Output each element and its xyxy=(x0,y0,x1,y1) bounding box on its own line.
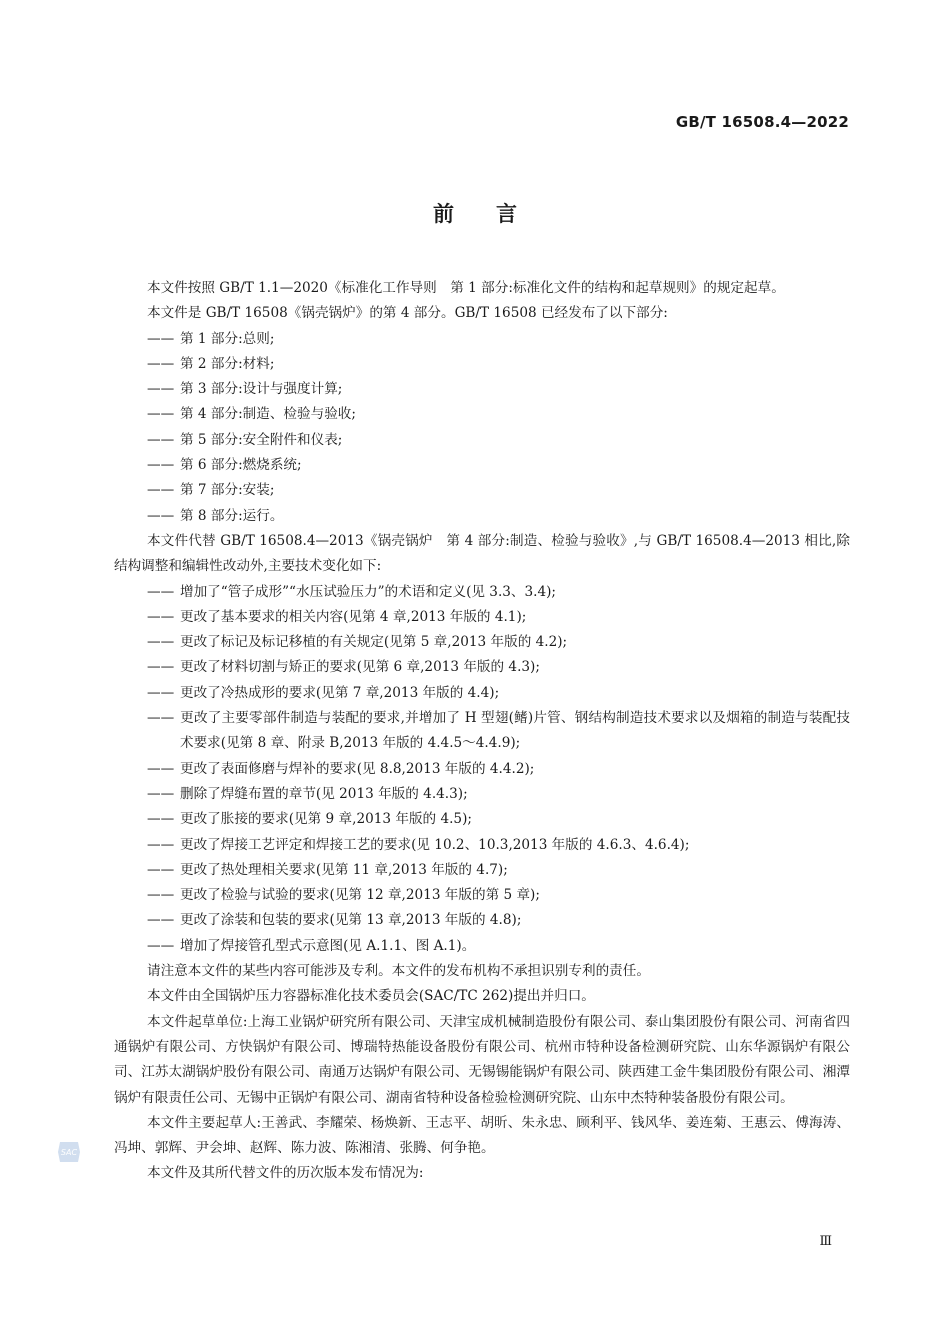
list-item-text: 增加了“管子成形”“水压试验压力”的术语和定义(见 3.3、3.4); xyxy=(180,583,557,600)
list-item-text: 第 6 部分:燃烧系统; xyxy=(180,457,302,474)
paragraph: 请注意本文件的某些内容可能涉及专利。本文件的发布机构不承担识别专利的责任。 xyxy=(147,963,650,980)
list-item-text: 第 7 部分:安装; xyxy=(180,482,275,499)
list-item xyxy=(114,605,850,630)
paragraph: 本文件起草单位:上海工业锅炉研究所有限公司、天津宝成机械制造股份有限公司、泰山集团股份有限公司、河南省四通锅炉有限公司、方快锅炉有限公司、博瑞特热能设备股份有限公司、杭州市特种设备检测研究院、山东华源锅炉有限公司、江苏太湖锅炉股份有限公司、南通万达锅炉有限公司、无锡锡能锅炉有限公司、陕西建工金牛集团股份有限公司、湘潭锅炉有限责任公司、无锡中正锅炉有限公司、湖南省特种设备检验检测研究院、山东中杰特种装备股份有限公司。 xyxy=(114,1013,850,1106)
list-item xyxy=(114,580,850,605)
list-item-text: 更改了材料切割与矫正的要求(见第 6 章,2013 年版的 4.3); xyxy=(180,659,540,676)
list-item-text: 第 1 部分:总则; xyxy=(180,330,275,347)
dash-marker: —— xyxy=(147,406,175,423)
dash-marker: —— xyxy=(147,710,175,727)
dash-marker: —— xyxy=(147,937,175,954)
dash-marker: —— xyxy=(147,482,175,499)
dash-marker: —— xyxy=(147,760,175,777)
dash-marker: —— xyxy=(147,457,175,474)
watermark-text: SAC xyxy=(60,1148,78,1157)
list-item xyxy=(114,681,850,706)
list-item-text: 更改了焊接工艺评定和焊接工艺的要求(见 10.2、10.3,2013 年版的 4.6.3、4.6.4); xyxy=(180,836,690,853)
list-item-text: 更改了胀接的要求(见第 9 章,2013 年版的 4.5); xyxy=(180,811,472,828)
list-item xyxy=(114,655,850,680)
list-item-text: 更改了主要零部件制造与装配的要求,并增加了 H 型翅(鳍)片管、钢结构制造技术要求以及烟箱的制造与装配技术要求(见第 8 章、附录 B,2013 年版的 4.4.5～4.4.9); xyxy=(180,710,850,752)
dash-marker: —— xyxy=(147,887,175,904)
list-item-text: 更改了基本要求的相关内容(见第 4 章,2013 年版的 4.1); xyxy=(180,608,527,625)
list-item-text: 增加了焊接管孔型式示意图(见 A.1.1、图 A.1)。 xyxy=(180,937,476,954)
paragraph: 本文件按照 GB/T 1.1—2020《标准化工作导则 第 1 部分:标准化文件的结构和起草规则》的规定起草。 xyxy=(147,280,785,296)
list-item xyxy=(114,630,850,655)
sac-logo-icon xyxy=(56,1140,82,1164)
list-item-text: 第 3 部分:设计与强度计算; xyxy=(180,381,343,398)
dash-marker: —— xyxy=(147,634,175,651)
page-number: Ⅲ xyxy=(819,1234,832,1249)
dash-marker: —— xyxy=(147,583,175,600)
list-item xyxy=(114,478,850,503)
list-item-text: 更改了检验与试验的要求(见第 12 章,2013 年版的第 5 章); xyxy=(180,887,540,904)
dash-marker: —— xyxy=(147,381,175,398)
list-item-text: 更改了标记及标记移植的有关规定(见第 5 章,2013 年版的 4.2); xyxy=(180,634,568,651)
list-item xyxy=(114,908,850,933)
list-item xyxy=(114,807,850,832)
dash-marker: —— xyxy=(147,608,175,625)
list-item xyxy=(114,402,850,427)
dash-marker: —— xyxy=(147,355,175,372)
list-item xyxy=(114,706,850,757)
dash-marker: —— xyxy=(147,785,175,802)
list-item xyxy=(114,934,850,959)
list-item xyxy=(114,504,850,529)
dash-marker: —— xyxy=(147,836,175,853)
list-item xyxy=(114,858,850,883)
dash-marker: —— xyxy=(147,861,175,878)
list-item-text: 更改了涂装和包装的要求(见第 13 章,2013 年版的 4.8); xyxy=(180,912,522,929)
list-item xyxy=(114,833,850,858)
document-body xyxy=(114,276,850,1187)
dash-marker: —— xyxy=(147,431,175,448)
list-item-text: 第 5 部分:安全附件和仪表; xyxy=(180,431,343,448)
paragraph: 本文件主要起草人:王善武、李耀荣、杨焕新、王志平、胡昕、朱永忠、顾利平、钱风华、姜连菊、王惠云、傅海涛、冯坤、郭辉、尹会坤、赵辉、陈力波、陈湘清、张腾、何争艳。 xyxy=(114,1114,850,1157)
list-item xyxy=(114,757,850,782)
standard-number: GB/T 16508.4—2022 xyxy=(675,113,849,131)
list-item-text: 第 4 部分:制造、检验与验收; xyxy=(180,406,356,423)
list-item-text: 第 2 部分:材料; xyxy=(180,355,275,372)
list-item-text: 更改了冷热成形的要求(见第 7 章,2013 年版的 4.4); xyxy=(180,684,500,701)
list-item xyxy=(114,782,850,807)
list-item xyxy=(114,453,850,478)
paragraph: 本文件由全国锅炉压力容器标准化技术委员会(SAC/TC 262)提出并归口。 xyxy=(147,988,595,1005)
list-item-text: 更改了热处理相关要求(见第 11 章,2013 年版的 4.7); xyxy=(180,861,508,878)
dash-marker: —— xyxy=(147,912,175,929)
list-item xyxy=(114,327,850,352)
dash-marker: —— xyxy=(147,684,175,701)
list-item-text: 删除了焊缝布置的章节(见 2013 年版的 4.4.3); xyxy=(180,785,468,802)
dash-marker: —— xyxy=(147,330,175,347)
paragraph: 本文件是 GB/T 16508《锅壳锅炉》的第 4 部分。GB/T 16508 已经发布了以下部分: xyxy=(147,305,668,322)
list-item-text: 更改了表面修磨与焊补的要求(见 8.8,2013 年版的 4.4.2); xyxy=(180,760,535,777)
paragraph: 本文件代替 GB/T 16508.4—2013《锅壳锅炉 第 4 部分:制造、检验与验收》,与 GB/T 16508.4—2013 相比,除结构调整和编辑性改动外,主要技术变化如下: xyxy=(114,532,850,575)
list-item xyxy=(114,377,850,402)
dash-marker: —— xyxy=(147,811,175,828)
parts-list xyxy=(114,327,850,529)
dash-marker: —— xyxy=(147,507,175,524)
list-item xyxy=(114,883,850,908)
paragraph: 本文件及其所代替文件的历次版本发布情况为: xyxy=(147,1165,424,1182)
page-title: 前言 xyxy=(433,202,559,226)
list-item-text: 第 8 部分:运行。 xyxy=(180,507,284,524)
list-item xyxy=(114,428,850,453)
changes-list xyxy=(114,580,850,959)
list-item xyxy=(114,352,850,377)
dash-marker: —— xyxy=(147,659,175,676)
